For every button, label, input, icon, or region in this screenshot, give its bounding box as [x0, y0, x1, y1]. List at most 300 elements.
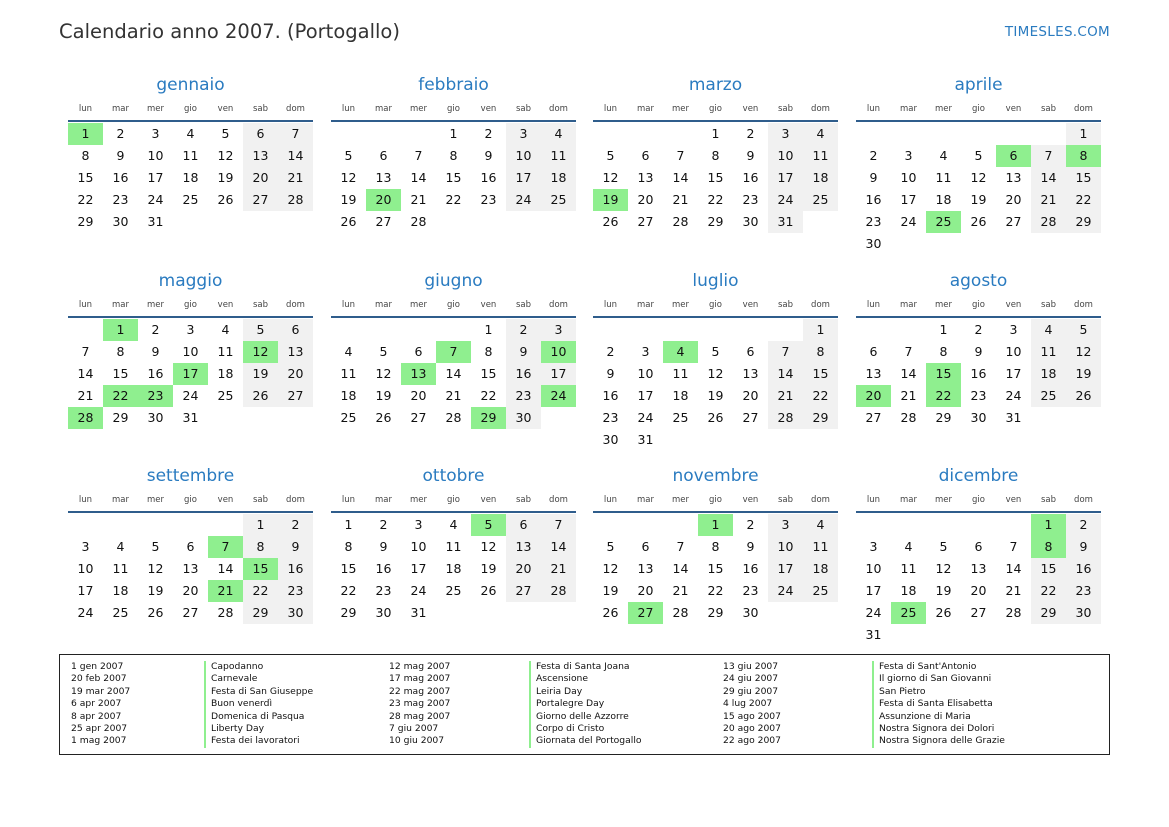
weekday-label: lun [78, 104, 93, 114]
day-cell: 16 [1066, 558, 1101, 580]
day-cell: 2 [746, 126, 755, 141]
day-grid [593, 319, 838, 451]
day-cell: 23 [742, 192, 759, 207]
empty-cell [628, 319, 663, 341]
day-cell: 22 [707, 192, 724, 207]
day-cell: 5 [344, 148, 353, 163]
day-cell: 12 [217, 148, 234, 163]
day-cell: 9 [974, 344, 983, 359]
holiday-entry: Nostra Signora delle Grazie [879, 735, 1005, 747]
weekday-header [856, 298, 1101, 312]
day-cell: 6 [243, 123, 278, 145]
day-cell: 18 [900, 583, 917, 598]
weekday-label: ven [217, 300, 234, 310]
day-cell: 7 [541, 514, 576, 536]
day-cell: 16 [278, 558, 313, 580]
day-cell: 2 [1066, 514, 1101, 536]
day-cell: 10 [637, 366, 654, 381]
day-cell: 21 [77, 388, 94, 403]
day-cell: 5 [379, 344, 388, 359]
day-cell: 3 [414, 517, 423, 532]
day-cell: 23 [375, 583, 392, 598]
day-cell: 13 [278, 341, 313, 363]
empty-cell [996, 123, 1031, 145]
day-cell: 9 [379, 539, 388, 554]
day-cell: 24 [768, 580, 803, 602]
month-title: marzo [688, 75, 743, 95]
day-cell: 30 [278, 602, 313, 624]
day-cell: 23 [1066, 580, 1101, 602]
day-cell: 9 [484, 148, 493, 163]
day-cell: 22 [480, 388, 497, 403]
holiday-entry: Liberty Day [211, 722, 265, 734]
empty-cell [593, 123, 628, 145]
holiday-entry: 8 apr 2007 [71, 710, 122, 722]
day-cell: 7 [904, 344, 913, 359]
day-cell: 14 [672, 561, 689, 576]
weekday-label: mar [900, 495, 917, 505]
day-cell: 4 [449, 517, 458, 532]
day-cell: 18 [182, 170, 199, 185]
weekday-label: mar [375, 104, 392, 114]
holiday-entry: Giornata del Portogallo [536, 735, 642, 747]
day-cell: 15 [1066, 167, 1101, 189]
day-cell: 6 [641, 539, 650, 554]
day-cell: 16 [970, 366, 987, 381]
day-cell: 10 [768, 145, 803, 167]
day-cell: 12 [602, 170, 619, 185]
day-cell: 12 [707, 366, 724, 381]
weekday-label: mer [934, 495, 952, 505]
weekday-label: gio [184, 104, 197, 114]
day-cell: 30 [1066, 602, 1101, 624]
holiday-entry: 15 ago 2007 [723, 710, 781, 722]
day-cell: 2 [506, 319, 541, 341]
holiday-day-cell: 7 [208, 536, 243, 558]
day-cell: 20 [637, 192, 654, 207]
holiday-names-column-3 [872, 661, 1005, 748]
day-cell: 30 [602, 432, 619, 447]
day-cell: 12 [147, 561, 164, 576]
day-cell: 22 [1031, 580, 1066, 602]
month-maggio [68, 270, 313, 429]
holiday-entry: Buon venerdì [211, 698, 273, 710]
day-cell: 27 [742, 410, 759, 425]
weekday-label: mer [671, 495, 689, 505]
weekday-label: lun [78, 300, 93, 310]
day-cell: 31 [147, 214, 164, 229]
weekday-label: dom [1074, 104, 1093, 114]
day-cell: 4 [1031, 319, 1066, 341]
month-title: dicembre [938, 466, 1019, 486]
day-cell: 18 [340, 388, 357, 403]
weekday-label: lun [866, 104, 881, 114]
holiday-day-cell: 15 [926, 363, 961, 385]
day-cell: 30 [506, 407, 541, 429]
day-cell: 5 [1066, 319, 1101, 341]
weekday-label: sab [777, 495, 794, 505]
day-cell: 22 [707, 583, 724, 598]
day-cell: 18 [445, 561, 462, 576]
holiday-entry: 25 apr 2007 [71, 722, 128, 734]
weekday-label: mer [409, 495, 427, 505]
day-cell: 22 [803, 385, 838, 407]
month-rule [331, 316, 576, 318]
day-cell: 13 [1005, 170, 1022, 185]
day-cell: 4 [803, 123, 838, 145]
day-cell: 6 [974, 539, 983, 554]
month-rule [856, 511, 1101, 513]
day-cell: 23 [865, 214, 882, 229]
weekday-label: sab [515, 300, 532, 310]
day-cell: 1 [344, 517, 353, 532]
day-cell: 13 [375, 170, 392, 185]
day-cell: 15 [445, 170, 462, 185]
day-cell: 25 [217, 388, 234, 403]
month-title: luglio [692, 271, 739, 291]
holiday-entry: 29 giu 2007 [723, 685, 779, 697]
month-agosto [856, 270, 1101, 429]
empty-cell [628, 514, 663, 536]
day-grid [856, 514, 1101, 646]
day-cell: 27 [182, 605, 199, 620]
day-cell: 14 [672, 170, 689, 185]
holiday-entry: 22 ago 2007 [723, 735, 781, 747]
day-cell: 3 [541, 319, 576, 341]
day-cell: 21 [900, 388, 917, 403]
day-cell: 31 [410, 605, 427, 620]
holiday-entry: Il giorno di San Giovanni [879, 673, 992, 685]
holiday-entry: Festa di Santa Joana [536, 661, 630, 672]
holiday-day-cell: 29 [471, 407, 506, 429]
site-link[interactable]: TIMESLES.COM [1004, 24, 1110, 40]
holiday-day-cell: 1 [103, 319, 138, 341]
day-cell: 17 [506, 167, 541, 189]
holiday-entry: Festa di Sant'Antonio [879, 661, 977, 672]
day-cell: 27 [970, 605, 987, 620]
day-cell: 10 [182, 344, 199, 359]
day-cell: 26 [602, 605, 619, 620]
weekday-label: ven [1005, 104, 1022, 114]
empty-cell [331, 319, 366, 341]
month-gennaio [68, 74, 313, 233]
weekday-label: mar [375, 300, 392, 310]
empty-cell [68, 514, 103, 536]
day-cell: 31 [182, 410, 199, 425]
day-cell: 9 [506, 341, 541, 363]
empty-cell [593, 319, 628, 341]
day-grid [856, 123, 1101, 255]
weekday-label: mar [375, 495, 392, 505]
day-cell: 11 [445, 539, 462, 554]
day-cell: 3 [151, 126, 160, 141]
day-cell: 13 [243, 145, 278, 167]
day-cell: 29 [112, 410, 129, 425]
day-cell: 30 [112, 214, 129, 229]
day-cell: 26 [375, 410, 392, 425]
day-cell: 18 [541, 167, 576, 189]
day-cell: 31 [637, 432, 654, 447]
holiday-entry: 28 mag 2007 [389, 710, 451, 722]
day-cell: 13 [506, 536, 541, 558]
day-cell: 20 [1005, 192, 1022, 207]
empty-cell [628, 123, 663, 145]
day-cell: 7 [676, 539, 685, 554]
month-rule [331, 120, 576, 122]
day-cell: 26 [935, 605, 952, 620]
weekday-header [68, 493, 313, 507]
empty-cell [891, 123, 926, 145]
holiday-entry: Festa dei lavoratori [211, 735, 300, 747]
weekday-label: sab [252, 495, 269, 505]
empty-cell [401, 123, 436, 145]
day-cell: 2 [484, 126, 493, 141]
day-cell: 3 [641, 344, 650, 359]
day-cell: 11 [541, 145, 576, 167]
day-cell: 16 [742, 561, 759, 576]
weekday-label: mer [934, 300, 952, 310]
weekday-label: dom [549, 495, 568, 505]
weekday-label: mer [409, 104, 427, 114]
holiday-entry: Nostra Signora dei Dolori [879, 722, 995, 734]
day-cell: 3 [869, 539, 878, 554]
day-cell: 27 [1005, 214, 1022, 229]
empty-cell [961, 123, 996, 145]
weekday-header [68, 298, 313, 312]
day-cell: 16 [602, 388, 619, 403]
weekday-label: lun [603, 495, 618, 505]
weekday-label: gio [709, 495, 722, 505]
holiday-day-cell: 1 [698, 514, 733, 536]
empty-cell [593, 514, 628, 536]
day-cell: 30 [970, 410, 987, 425]
day-cell: 25 [541, 189, 576, 211]
day-cell: 8 [449, 148, 458, 163]
day-cell: 14 [278, 145, 313, 167]
day-cell: 27 [243, 189, 278, 211]
day-cell: 14 [1031, 167, 1066, 189]
weekday-label: mer [671, 300, 689, 310]
day-cell: 29 [340, 605, 357, 620]
day-cell: 19 [935, 583, 952, 598]
day-cell: 23 [112, 192, 129, 207]
weekday-label: gio [447, 300, 460, 310]
day-cell: 25 [672, 410, 689, 425]
day-cell: 7 [414, 148, 423, 163]
weekday-label: mer [409, 300, 427, 310]
day-cell: 7 [1009, 539, 1018, 554]
day-cell: 10 [77, 561, 94, 576]
day-cell: 9 [606, 366, 615, 381]
day-cell: 12 [935, 561, 952, 576]
day-cell: 17 [1005, 366, 1022, 381]
day-cell: 24 [506, 189, 541, 211]
day-cell: 26 [707, 410, 724, 425]
day-cell: 2 [746, 517, 755, 532]
day-cell: 14 [900, 366, 917, 381]
day-cell: 27 [506, 580, 541, 602]
holiday-day-cell: 7 [436, 341, 471, 363]
day-cell: 19 [375, 388, 392, 403]
day-cell: 18 [803, 167, 838, 189]
empty-cell [891, 514, 926, 536]
day-cell: 20 [410, 388, 427, 403]
day-cell: 26 [480, 583, 497, 598]
weekday-label: dom [1074, 495, 1093, 505]
day-cell: 11 [803, 536, 838, 558]
day-cell: 19 [340, 192, 357, 207]
day-cell: 23 [970, 388, 987, 403]
weekday-label: lun [78, 495, 93, 505]
holiday-entry: Festa di San Giuseppe [211, 685, 314, 697]
day-cell: 6 [278, 319, 313, 341]
day-cell: 6 [414, 344, 423, 359]
day-cell: 7 [768, 341, 803, 363]
day-cell: 8 [81, 148, 90, 163]
day-cell: 17 [410, 561, 427, 576]
weekday-label: sab [777, 104, 794, 114]
day-cell: 3 [506, 123, 541, 145]
holiday-entry: Capodanno [211, 661, 264, 672]
holiday-entry: 4 lug 2007 [723, 698, 773, 710]
weekday-label: mar [637, 104, 654, 114]
weekday-label: lun [866, 300, 881, 310]
empty-cell [768, 319, 803, 341]
weekday-label: dom [286, 300, 305, 310]
day-cell: 14 [410, 170, 427, 185]
day-cell: 10 [147, 148, 164, 163]
day-cell: 6 [641, 148, 650, 163]
month-rule [68, 316, 313, 318]
month-rule [856, 316, 1101, 318]
day-cell: 11 [1031, 341, 1066, 363]
holiday-entry: Giorno delle Azzorre [536, 710, 629, 722]
empty-cell [663, 319, 698, 341]
weekday-label: mar [900, 300, 917, 310]
day-cell: 17 [77, 583, 94, 598]
day-cell: 4 [344, 344, 353, 359]
weekday-label: gio [972, 104, 985, 114]
holiday-day-cell: 28 [68, 407, 103, 429]
month-title: febbraio [418, 75, 489, 95]
holiday-day-cell: 27 [628, 602, 663, 624]
weekday-label: dom [811, 104, 830, 114]
day-cell: 6 [379, 148, 388, 163]
day-cell: 28 [410, 214, 427, 229]
day-cell: 23 [278, 580, 313, 602]
day-cell: 28 [900, 410, 917, 425]
day-cell: 2 [606, 344, 615, 359]
holiday-entry: 10 giu 2007 [389, 735, 445, 747]
day-grid [593, 514, 838, 624]
day-cell: 29 [707, 214, 724, 229]
empty-cell [366, 319, 401, 341]
empty-cell [856, 514, 891, 536]
day-cell: 15 [77, 170, 94, 185]
day-cell: 28 [672, 214, 689, 229]
holiday-day-cell: 1 [1031, 514, 1066, 536]
day-cell: 3 [186, 322, 195, 337]
day-cell: 24 [900, 214, 917, 229]
day-cell: 8 [711, 148, 720, 163]
weekday-label: sab [515, 104, 532, 114]
holiday-entry: Domenica di Pasqua [211, 710, 305, 722]
day-cell: 29 [243, 602, 278, 624]
day-cell: 21 [1005, 583, 1022, 598]
weekday-label: dom [549, 104, 568, 114]
holidays-list [59, 654, 1110, 755]
day-cell: 4 [939, 148, 948, 163]
weekday-label: ven [217, 104, 234, 114]
day-cell: 21 [278, 167, 313, 189]
day-cell: 28 [768, 407, 803, 429]
weekday-label: gio [184, 300, 197, 310]
holiday-entry: Leiria Day [536, 685, 583, 697]
month-rule [68, 120, 313, 122]
weekday-label: mar [900, 104, 917, 114]
holiday-day-cell: 25 [891, 602, 926, 624]
day-cell: 27 [278, 385, 313, 407]
day-cell: 11 [340, 366, 357, 381]
day-cell: 29 [77, 214, 94, 229]
day-cell: 16 [112, 170, 129, 185]
day-cell: 31 [1005, 410, 1022, 425]
day-cell: 7 [676, 148, 685, 163]
weekday-label: dom [1074, 300, 1093, 310]
day-cell: 1 [803, 319, 838, 341]
day-cell: 21 [672, 583, 689, 598]
day-cell: 12 [375, 366, 392, 381]
day-cell: 27 [375, 214, 392, 229]
day-cell: 11 [182, 148, 199, 163]
day-cell: 17 [147, 170, 164, 185]
day-cell: 17 [900, 192, 917, 207]
day-cell: 5 [974, 148, 983, 163]
day-cell: 11 [112, 561, 129, 576]
empty-cell [926, 514, 961, 536]
weekday-label: mar [112, 104, 129, 114]
day-cell: 8 [803, 341, 838, 363]
weekday-label: lun [341, 495, 356, 505]
day-cell: 8 [116, 344, 125, 359]
day-cell: 2 [151, 322, 160, 337]
day-cell: 20 [182, 583, 199, 598]
day-cell: 26 [340, 214, 357, 229]
day-cell: 26 [243, 385, 278, 407]
day-grid [68, 123, 313, 233]
weekday-label: mer [146, 495, 164, 505]
empty-cell [331, 123, 366, 145]
day-cell: 1 [1066, 123, 1101, 145]
weekday-label: sab [777, 300, 794, 310]
day-cell: 26 [1066, 385, 1101, 407]
day-cell: 4 [904, 539, 913, 554]
month-rule [856, 120, 1101, 122]
day-cell: 18 [672, 388, 689, 403]
day-cell: 24 [865, 605, 882, 620]
day-cell: 3 [904, 148, 913, 163]
day-cell: 16 [742, 170, 759, 185]
day-cell: 4 [116, 539, 125, 554]
weekday-label: mer [934, 104, 952, 114]
holiday-day-cell: 8 [1031, 536, 1066, 558]
day-cell: 18 [217, 366, 234, 381]
weekday-label: sab [1040, 300, 1057, 310]
day-cell: 13 [182, 561, 199, 576]
day-cell: 28 [1005, 605, 1022, 620]
day-cell: 15 [112, 366, 129, 381]
day-cell: 10 [410, 539, 427, 554]
